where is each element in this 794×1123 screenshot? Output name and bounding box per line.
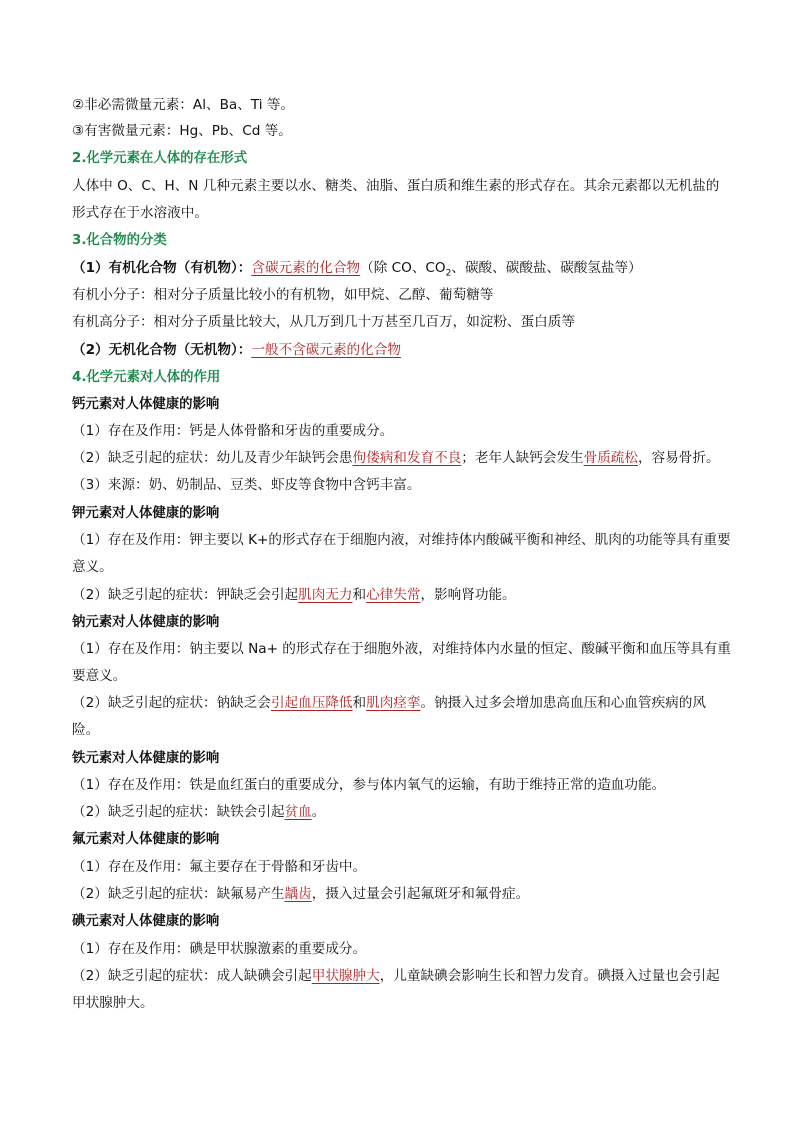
calcium-role: （1）存在及作用：钙是人体骨骼和牙齿的重要成分。 — [72, 423, 394, 439]
calcium-keyword-osteoporosis: 骨质疏松 — [583, 450, 638, 466]
potassium-heading: 钾元素对人体健康的影响 — [72, 506, 220, 521]
organic-label: （1）有机化合物（有机物）： — [72, 260, 252, 276]
calcium-sources: （3）来源：奶、奶制品、豆类、虾皮等食物中含钙丰富。 — [72, 477, 421, 493]
inorganic-label: （2）无机化合物（无机物）： — [72, 342, 252, 358]
organic-exceptions-post: 、碳酸、碳酸盐、碳酸氢盐等） — [451, 260, 642, 276]
trace-nonessential-line: ②非必需微量元素：Al、Ba、Ti 等。 — [72, 97, 295, 113]
fluorine-deficiency-text-a: （2）缺乏引起的症状：缺氟易产生 — [72, 886, 285, 902]
sodium-keyword-cramps: 肌肉痉挛 — [366, 695, 421, 711]
calcium-keyword-rickets: 佝偻病和发育不良 — [352, 450, 462, 466]
organic-exceptions-pre: （除 CO、CO — [360, 260, 446, 276]
paragraph-existence-forms: 人体中 O、C、H、N 几种元素主要以水、糖类、油脂、蛋白质和维生素的形式存在。其余元素都以无机盐的形式存在于水溶液中。 — [72, 178, 720, 221]
sodium-keyword-hypotension: 引起血压降低 — [270, 695, 353, 711]
iodine-deficiency — [72, 963, 732, 1017]
calcium-deficiency-text-c: ，容易骨折。 — [638, 450, 720, 466]
iron-deficiency — [72, 799, 732, 826]
inorganic-definition: 一般不含碳元素的化合物 — [251, 342, 401, 358]
sodium-role: （1）存在及作用：钠主要以 Na+ 的形式存在于细胞外液，对维持体内水量的恒定、酸碱平衡和血压等具有重要意义。 — [72, 641, 731, 684]
calcium-heading: 钙元素对人体健康的影响 — [72, 397, 220, 412]
iodine-keyword-goiter: 甲状腺肿大 — [311, 968, 380, 984]
calcium-deficiency — [72, 445, 732, 472]
iron-deficiency-text-a: （2）缺乏引起的症状：缺铁会引起 — [72, 804, 285, 820]
calcium-deficiency-text-a: （2）缺乏引起的症状：幼儿及青少年缺钙会患 — [72, 450, 353, 466]
fluorine-heading: 氟元素对人体健康的影响 — [72, 832, 220, 847]
potassium-role: （1）存在及作用：钾主要以 K+的形式存在于细胞内液，对维持体内酸碱平衡和神经、肌肉的功能等具有重要意义。 — [72, 532, 731, 575]
sodium-heading: 钠元素对人体健康的影响 — [72, 615, 220, 630]
iron-role: （1）存在及作用：铁是血红蛋白的重要成分，参与体内氧气的运输，有助于维持正常的造血功能。 — [72, 777, 666, 793]
macromolecule-line: 有机高分子：相对分子质量比较大，从几万到几十万甚至几百万，如淀粉、蛋白质等 — [72, 314, 575, 330]
organic-definition: 含碳元素的化合物 — [251, 260, 361, 276]
inorganic-compound-line — [72, 337, 732, 364]
section-heading-2: 2.化学元素在人体的存在形式 — [72, 151, 248, 166]
iodine-heading: 碘元素对人体健康的影响 — [72, 914, 220, 929]
fluorine-role: （1）存在及作用：氟主要存在于骨骼和牙齿中。 — [72, 859, 367, 875]
potassium-deficiency — [72, 582, 732, 609]
section-heading-3: 3.化合物的分类 — [72, 233, 167, 248]
potassium-deficiency-text-a: （2）缺乏引起的症状：钾缺乏会引起 — [72, 587, 299, 603]
section-heading-4: 4.化学元素对人体的作用 — [72, 370, 221, 385]
potassium-deficiency-text-b: 和 — [352, 587, 367, 603]
fluorine-deficiency — [72, 881, 732, 908]
fluorine-keyword-caries: 龋齿 — [284, 886, 312, 902]
calcium-deficiency-text-b: ；老年人缺钙会发生 — [461, 450, 584, 466]
sodium-deficiency-text-c: 。钠摄入过多会增加患高血压和心血管疾病的风险。 — [72, 695, 706, 738]
organic-exceptions-sub: 2 — [445, 268, 452, 279]
small-molecule-line: 有机小分子：相对分子质量比较小的有机物，如甲烷、乙醇、葡萄糖等 — [72, 287, 494, 303]
iron-deficiency-text-b: 。 — [311, 804, 326, 820]
potassium-keyword-arrhythmia: 心律失常 — [366, 587, 421, 603]
organic-compound-line — [72, 255, 732, 282]
trace-harmful-line: ③有害微量元素：Hg、Pb、Cd 等。 — [72, 123, 292, 139]
iodine-deficiency-text-a: （2）缺乏引起的症状：成人缺碘会引起 — [72, 968, 312, 984]
sodium-deficiency-text-a: （2）缺乏引起的症状：钠缺乏会 — [72, 695, 271, 711]
iodine-deficiency-text-b: ，儿童缺碘会影响生长和智力发育。碘摄入过量也会引起甲状腺肿大。 — [72, 968, 720, 1011]
iodine-role: （1）存在及作用：碘是甲状腺激素的重要成分。 — [72, 941, 367, 957]
sodium-deficiency — [72, 690, 732, 744]
potassium-deficiency-text-c: ，影响肾功能。 — [420, 587, 516, 603]
iron-heading: 铁元素对人体健康的影响 — [72, 751, 220, 766]
sodium-deficiency-text-b: 和 — [352, 695, 367, 711]
potassium-keyword-weakness: 肌肉无力 — [298, 587, 353, 603]
fluorine-deficiency-text-b: ，摄入过量会引起氟斑牙和氟骨症。 — [311, 886, 530, 902]
iron-keyword-anemia: 贫血 — [284, 804, 312, 820]
